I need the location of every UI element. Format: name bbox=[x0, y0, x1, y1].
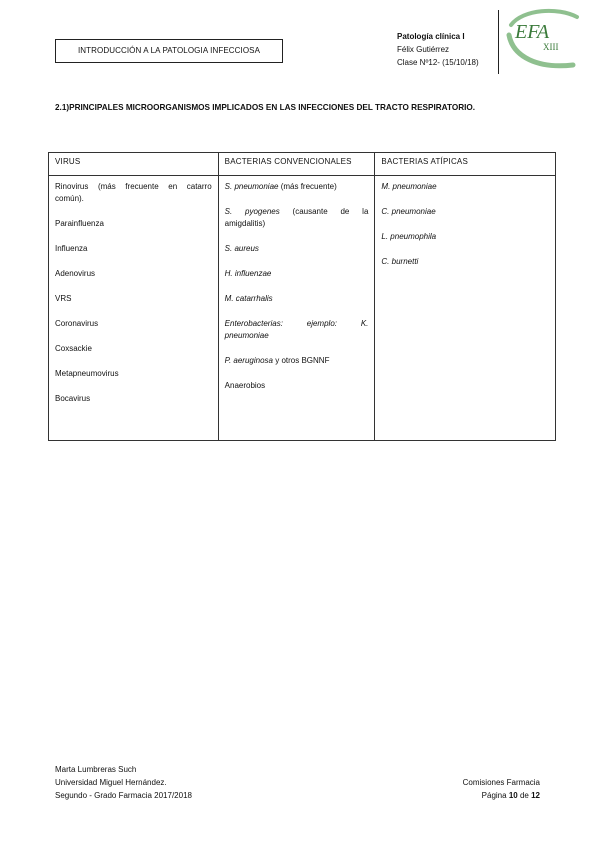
list-item: P. aeruginosa y otros BGNNF bbox=[224, 356, 330, 365]
list-item: M. catarrhalis bbox=[224, 294, 273, 303]
header-virus: VIRUS bbox=[49, 153, 219, 176]
list-item: Influenza bbox=[55, 244, 88, 253]
footer-author-info bbox=[55, 763, 192, 802]
microorganisms-table bbox=[48, 152, 556, 441]
list-item: Coronavirus bbox=[55, 319, 99, 328]
class-info: Clase Nº12- (15/10/18) bbox=[397, 58, 479, 67]
list-item: Parainfluenza bbox=[55, 219, 104, 228]
list-item: S. aureus bbox=[224, 244, 259, 253]
university-name: Universidad Miguel Hernández. bbox=[55, 778, 167, 787]
table-header-row bbox=[49, 153, 556, 176]
atypical-bacteria-cell bbox=[375, 176, 556, 441]
list-item: Anaerobios bbox=[224, 381, 266, 390]
list-item: L. pneumophila bbox=[381, 232, 437, 241]
section-title: 2.1)PRINCIPALES MICROORGANISMOS IMPLICADOS EN LAS INFECCIONES DEL TRACTO RESPIRATORIO. bbox=[55, 103, 476, 112]
logo-letters: EFA bbox=[515, 21, 550, 43]
header-info bbox=[397, 30, 479, 69]
document-title: INTRODUCCIÓN A LA PATOLOGIA INFECCIOSA bbox=[77, 46, 261, 55]
virus-cell bbox=[49, 176, 219, 441]
course-name: Patología clínica I bbox=[397, 32, 465, 41]
list-item: Rinovirus (más frecuente en catarro común). bbox=[55, 182, 212, 203]
list-item: S. pyogenes (causante de la amigdalitis) bbox=[224, 207, 369, 228]
list-item: VRS bbox=[55, 294, 72, 303]
page-number: Página 10 de 12 bbox=[481, 791, 540, 800]
list-item: C. pneumoniae bbox=[381, 207, 436, 216]
header-divider bbox=[498, 10, 499, 74]
efa-logo bbox=[503, 5, 581, 75]
list-item: Bocavirus bbox=[55, 394, 91, 403]
footer-page-info bbox=[463, 776, 540, 802]
header-atypical-bacteria: BACTERIAS ATÍPICAS bbox=[375, 153, 556, 176]
list-item: Coxsackie bbox=[55, 344, 92, 353]
table-body-row bbox=[49, 176, 556, 441]
professor-name: Félix Gutiérrez bbox=[397, 45, 450, 54]
list-item: Adenovirus bbox=[55, 269, 96, 278]
list-item: H. influenzae bbox=[224, 269, 272, 278]
list-item: Metapneumovirus bbox=[55, 369, 119, 378]
conventional-bacteria-cell bbox=[218, 176, 375, 441]
commission-name: Comisiones Farmacia bbox=[462, 778, 540, 787]
list-item: S. pneumoniae (más frecuente) bbox=[224, 182, 337, 191]
list-item: Enterobacterias: ejemplo: K. pneumoniae bbox=[224, 319, 369, 340]
list-item: M. pneumoniae bbox=[381, 182, 437, 191]
list-item: C. burnetti bbox=[381, 257, 419, 266]
author-name: Marta Lumbreras Such bbox=[55, 765, 137, 774]
header-conventional-bacteria: BACTERIAS CONVENCIONALES bbox=[218, 153, 375, 176]
program-name: Segundo - Grado Farmacia 2017/2018 bbox=[55, 791, 192, 800]
document-title-box bbox=[55, 39, 283, 63]
logo-subtext: XIII bbox=[543, 42, 559, 52]
